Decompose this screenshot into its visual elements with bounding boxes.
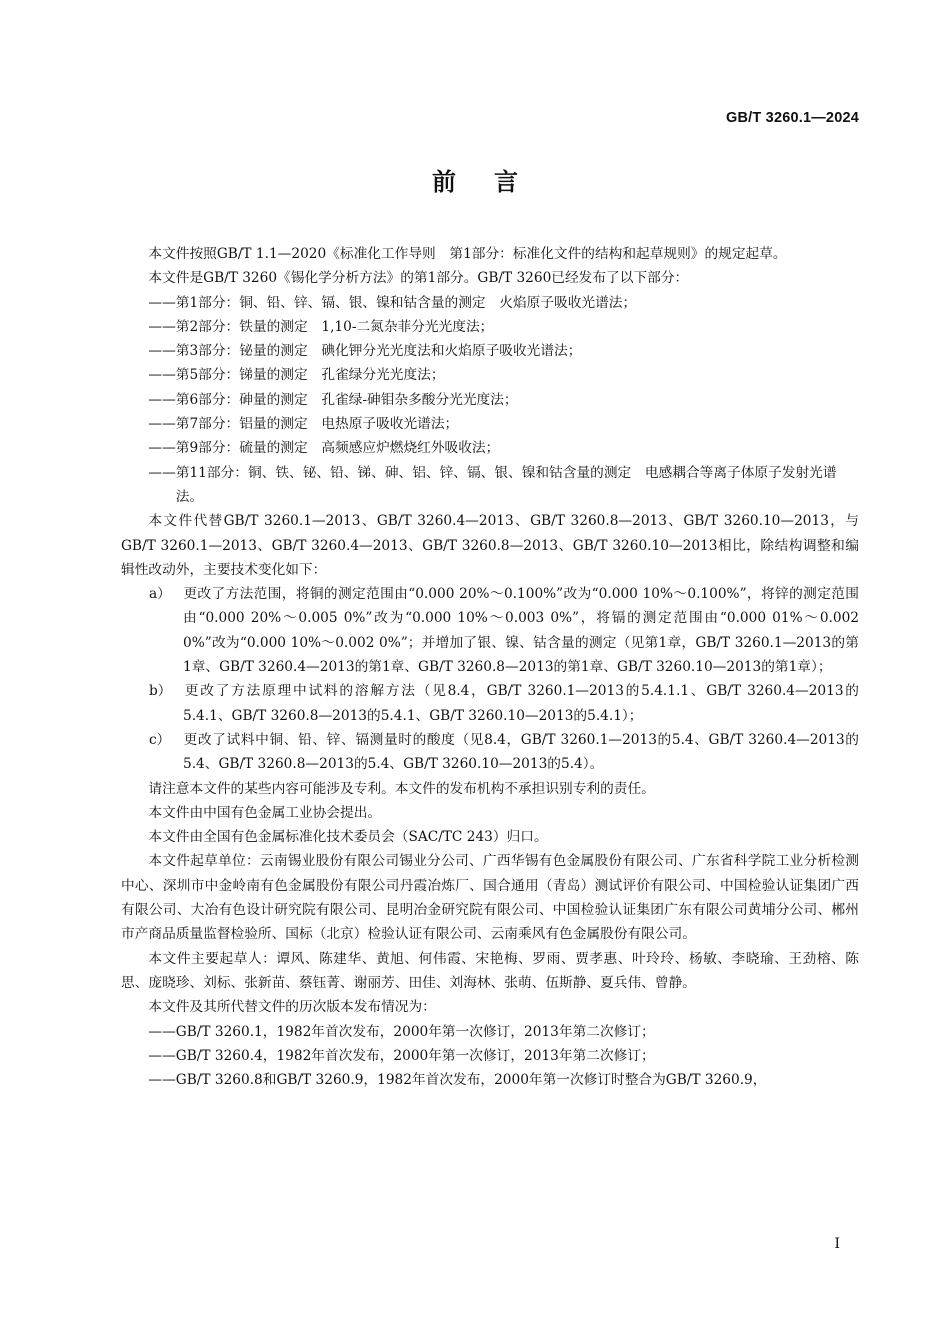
paragraph: 本文件由中国有色金属工业协会提出。 [148, 804, 382, 821]
paragraph: 本文件代替GB/T 3260.1—2013、GB/T 3260.4—2013、GB/T 3260.8—2013、GB/T 3260.10—2013，与GB/T 3260.1—2013、GB/T 3260.4—2013、GB/T 3260.8—2013、GB/T 3260.10—2013相比，除结构调整和编辑性改动外，主要技术变化如下： [121, 513, 859, 578]
paragraph: 本文件起草单位：云南锡业股份有限公司锡业分公司、广西华锡有色金属股份有限公司、广东省科学院工业分析检测中心、深圳市中金岭南有色金属股份有限公司丹霞冶炼厂、国合通用（青岛）测试评价有限公司、中国检验认证集团广西有限公司、大冶有色设计研究院有限公司、昆明冶金研究院有限公司、中国检验认证集团广东有限公司黄埔分公司、郴州市产商品质量监督检验所、国标（北京）检验认证有限公司、云南乘风有色金属股份有限公司。 [121, 853, 859, 943]
dash-list-entry: ——第11部分：铜、铁、铋、铅、锑、砷、铝、锌、镉、银、镍和钴含量的测定 电感耦合等离子体原子发射光谱法。 [148, 464, 837, 505]
paragraph: 本文件主要起草人：谭风、陈建华、黄旭、何伟霞、宋艳梅、罗雨、贾孝惠、叶玲玲、杨敏、李晓瑜、王劲榕、陈思、庞晓珍、刘标、张新苗、蔡钰菁、谢丽芳、田佳、刘海林、张萌、伍斯静、夏兵伟、曾静。 [121, 950, 859, 991]
page-number: I [834, 1236, 840, 1252]
dash-list-entry: ——第7部分：铝量的测定 电热原子吸收光谱法； [148, 416, 459, 433]
standard-number: GB/T 3260.1—2024 [726, 110, 859, 126]
list-item-text: 更改了试料中铜、铅、锌、镉测量时的酸度（见8.4，GB/T 3260.1—2013的5.4、GB/T 3260.4—2013的5.4、GB/T 3260.8—2013的5.4、GB/T 3260.10—2013的5.4）。 [183, 731, 859, 773]
paragraph: 本文件由全国有色金属标准化技术委员会（SAC/TC 243）归口。 [148, 829, 548, 846]
dash-list-entry: ——第9部分：硫量的测定 高频感应炉燃烧红外吸收法； [148, 440, 500, 457]
dash-list-entry: ——GB/T 3260.1，1982年首次发布，2000年第一次修订，2013年第二次修订； [148, 1023, 655, 1040]
list-item-label: b） [149, 683, 172, 700]
page-title: 前言 [432, 168, 556, 196]
list-item [121, 728, 859, 777]
paragraph: 本文件及其所代替文件的历次版本发布情况为： [148, 999, 436, 1016]
dash-list-entry: ——第5部分：锑量的测定 孔雀绿分光光度法； [148, 367, 445, 384]
list-item-label: c） [149, 731, 171, 748]
paragraph: 本文件是GB/T 3260《锡化学分析方法》的第1部分。GB/T 3260已经发布了以下部分： [148, 270, 689, 287]
dash-list-entry: ——第1部分：铜、铅、锌、镉、银、镍和钴含量的测定 火焰原子吸收光谱法； [148, 294, 637, 311]
list-item-text: 更改了方法范围，将铜的测定范围由“0.000 20%～0.100%”改为“0.000 10%～0.100%”，将锌的测定范围由“0.000 20%～0.005 0%”改为“0.000 10%～0.003 0%”，将镉的测定范围由“0.000 01%～0.002 0%”改为“0.000 10%～0.002 0%”；并增加了银、镍、钴含量的测定（见第1章，GB/T 3260.1—2013的第1章、GB/T 3260.4—2013的第1章、GB/T 3260.8—2013的第1章、GB/T 3260.10—2013的第1章）； [183, 586, 859, 676]
paragraph: 本文件按照GB/T 1.1—2020《标准化工作导则 第1部分：标准化文件的结构和起草规则》的规定起草。 [148, 246, 787, 262]
paragraph: 请注意本文件的某些内容可能涉及专利。本文件的发布机构不承担识别专利的责任。 [148, 780, 655, 797]
list-item-label: a） [149, 586, 171, 603]
dash-list-entry: ——GB/T 3260.8和GB/T 3260.9，1982年首次发布，2000年第一次修订时整合为GB/T 3260.9， [148, 1072, 767, 1089]
list-item-text: 更改了方法原理中试料的溶解方法（见8.4，GB/T 3260.1—2013的5.4.1.1、GB/T 3260.4—2013的5.4.1、GB/T 3260.8—2013的5.4.1、GB/T 3260.10—2013的5.4.1）； [183, 683, 859, 724]
dash-list-entry: ——第6部分：砷量的测定 孔雀绿-砷钼杂多酸分光光度法； [148, 391, 518, 408]
dash-list-entry: ——GB/T 3260.4，1982年首次发布，2000年第一次修订，2013年第二次修订； [148, 1047, 655, 1064]
list-item [121, 679, 859, 728]
dash-list-entry: ——第3部分：铋量的测定 碘化钾分光光度法和火焰原子吸收光谱法； [148, 343, 582, 360]
list-item [121, 582, 859, 679]
document-body [121, 242, 859, 1092]
dash-list-entry: ——第2部分：铁量的测定 1,10-二氮杂菲分光光度法； [148, 318, 494, 335]
